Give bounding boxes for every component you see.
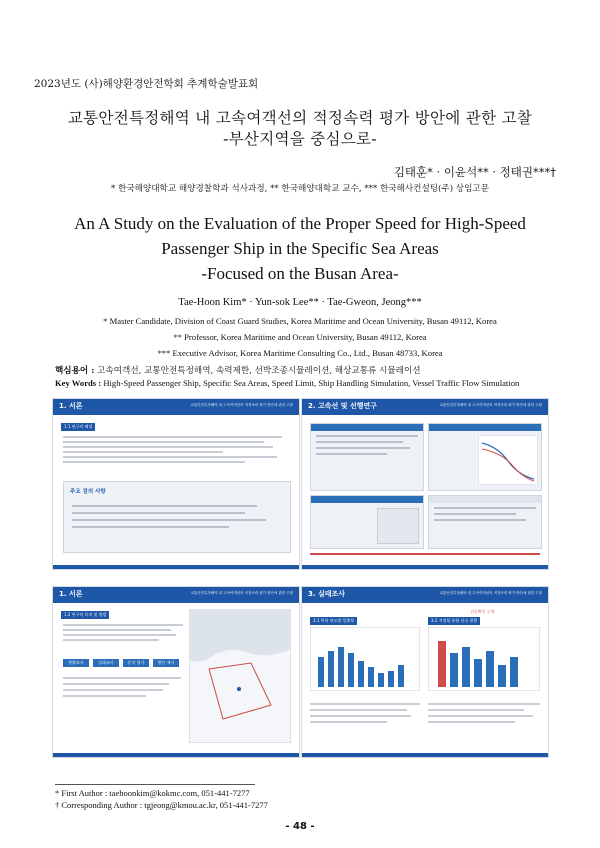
english-title-line2: Passenger Ship in the Specific Sea Areas <box>161 239 439 258</box>
korean-authors: 김태훈* · 이윤석** · 정태권***† <box>393 165 556 179</box>
slide-subheading: 1.2 연구의 목적 및 방법 <box>61 611 109 619</box>
slide-section-title: 2. 고속선 및 선행연구 <box>308 402 377 410</box>
slide-introduction-background <box>52 398 300 570</box>
english-affiliation-3: *** Executive Advisor, Korea Maritime Consulting Co., Ltd., Busan 48733, Korea <box>157 348 443 358</box>
slide-subheading-b: 3.2 지정항 통항 선속 현황 <box>428 617 480 625</box>
korean-affiliations: * 한국해양대학교 해양경찰학과 석사과정, ** 한국해양대학교 교수, *** 한국해사컨설팅(주) 상임고문 <box>111 184 489 194</box>
prior-study-box-3 <box>310 495 424 549</box>
korean-title-line1: 교통안전특정해역 내 고속여객선의 적정속력 평가 방안에 관한 고찰 <box>67 109 533 127</box>
english-title-line1: An A Study on the Evaluation of the Proper Speed for High-Speed <box>74 214 526 233</box>
survey-text-right <box>428 699 540 727</box>
prior-study-box-2 <box>428 423 542 491</box>
port-traffic-bar-chart <box>310 627 420 691</box>
flow-tag-field: 실태조사 <box>93 659 119 667</box>
flow-tag-survey: 현황조사 <box>63 659 89 667</box>
slide-subheading-a: 3.1 북항 연도별 입출항 <box>310 617 357 625</box>
slide-high-speed-prior-research <box>301 398 549 570</box>
slide-text-lines <box>63 621 183 644</box>
keywords-en-text: High-Speed Passenger Ship, Specific Sea Areas, Speed Limit, Ship Handling Simulation, Vessel Traffic Flow Simulation <box>103 378 520 388</box>
slide-section-title: 1. 서론 <box>59 402 83 410</box>
slide-header-title: 교통안전특정해역 내 고속여객선의 적정속력 평가 방안에 관한 고찰 <box>190 403 293 407</box>
ship-speed-chart <box>428 627 540 691</box>
slide-purpose-and-method <box>52 586 300 758</box>
keywords-en-label: Key Words : <box>55 378 102 388</box>
keywords-korean <box>55 364 421 376</box>
page-number: - 48 - <box>285 821 315 832</box>
speed-zone-note: 선속확인 구역 <box>470 609 495 614</box>
english-authors: Tae-Hoon Kim* · Yun-sok Lee** · Tae-Gweon, Jeong*** <box>178 297 422 308</box>
slide-header <box>302 399 548 415</box>
slide-footer-bar <box>53 753 299 757</box>
busan-sea-area-map <box>189 609 291 743</box>
survey-text-left <box>310 699 420 727</box>
slide-footer-bar <box>302 753 548 757</box>
slide-footer-bar <box>302 565 548 569</box>
flow-tag-proposal: 방안 제시 <box>153 659 179 667</box>
slide-text-lines <box>63 433 291 466</box>
speed-curve-figure <box>478 435 538 485</box>
footnote-first-author: * First Author : taehoonkim@kokmc.com, 051-441-7277 <box>55 788 250 798</box>
slide-section-title: 1. 서론 <box>59 590 83 598</box>
slide-section-title: 3. 실태조사 <box>308 590 346 598</box>
proceedings-header: 2023년도 (사)해양환경안전학회 추계학술발표회 <box>34 78 259 90</box>
slide-subheading: 1.1 연구의 배경 <box>61 423 95 431</box>
slide-header-title: 교통안전특정해역 내 고속여객선의 적정속력 평가 방안에 관한 고찰 <box>190 591 293 595</box>
keywords-ko-label: 핵심용어 : <box>55 366 95 376</box>
key-issues-heading: 주요 검의 사항 <box>70 489 106 495</box>
flow-descriptions <box>63 673 181 701</box>
prior-study-box-4 <box>428 495 542 549</box>
slide-header <box>53 587 299 603</box>
slide-highlight-line <box>310 553 540 555</box>
keywords-ko-text: 고속여객선, 교통안전특정해역, 속력제한, 선박조종시뮬레이션, 해상교통류 시뮬레이션 <box>97 366 421 376</box>
english-title-line3: -Focused on the Busan Area- <box>201 264 399 283</box>
english-affiliation-1: * Master Candidate, Division of Coast Guard Studies, Korea Maritime and Ocean University, Busan 49112, Korea <box>103 316 497 326</box>
footnote-rule <box>55 784 255 785</box>
slide-header <box>53 399 299 415</box>
english-affiliation-2: ** Professor, Korea Maritime and Ocean University, Busan 49112, Korea <box>173 332 427 342</box>
prior-study-box-1 <box>310 423 424 491</box>
slide-field-survey <box>301 586 549 758</box>
slide-key-issues-box <box>63 481 291 553</box>
flow-tag-analysis: 분석 평가 <box>123 659 149 667</box>
slide-header-title: 교통안전특정해역 내 고속여객선의 적정속력 평가 방안에 관한 고찰 <box>439 403 542 407</box>
slide-header-title: 교통안전특정해역 내 고속여객선의 적정속력 평가 방안에 관한 고찰 <box>439 591 542 595</box>
keywords-english <box>55 378 519 388</box>
slide-footer-bar <box>53 565 299 569</box>
footnote-corresponding-author: † Corresponding Author : tgjeong@kmou.ac.kr, 051-441-7277 <box>55 800 268 810</box>
korean-title-line2: -부산지역을 중심으로- <box>223 130 377 148</box>
slide-header <box>302 587 548 603</box>
